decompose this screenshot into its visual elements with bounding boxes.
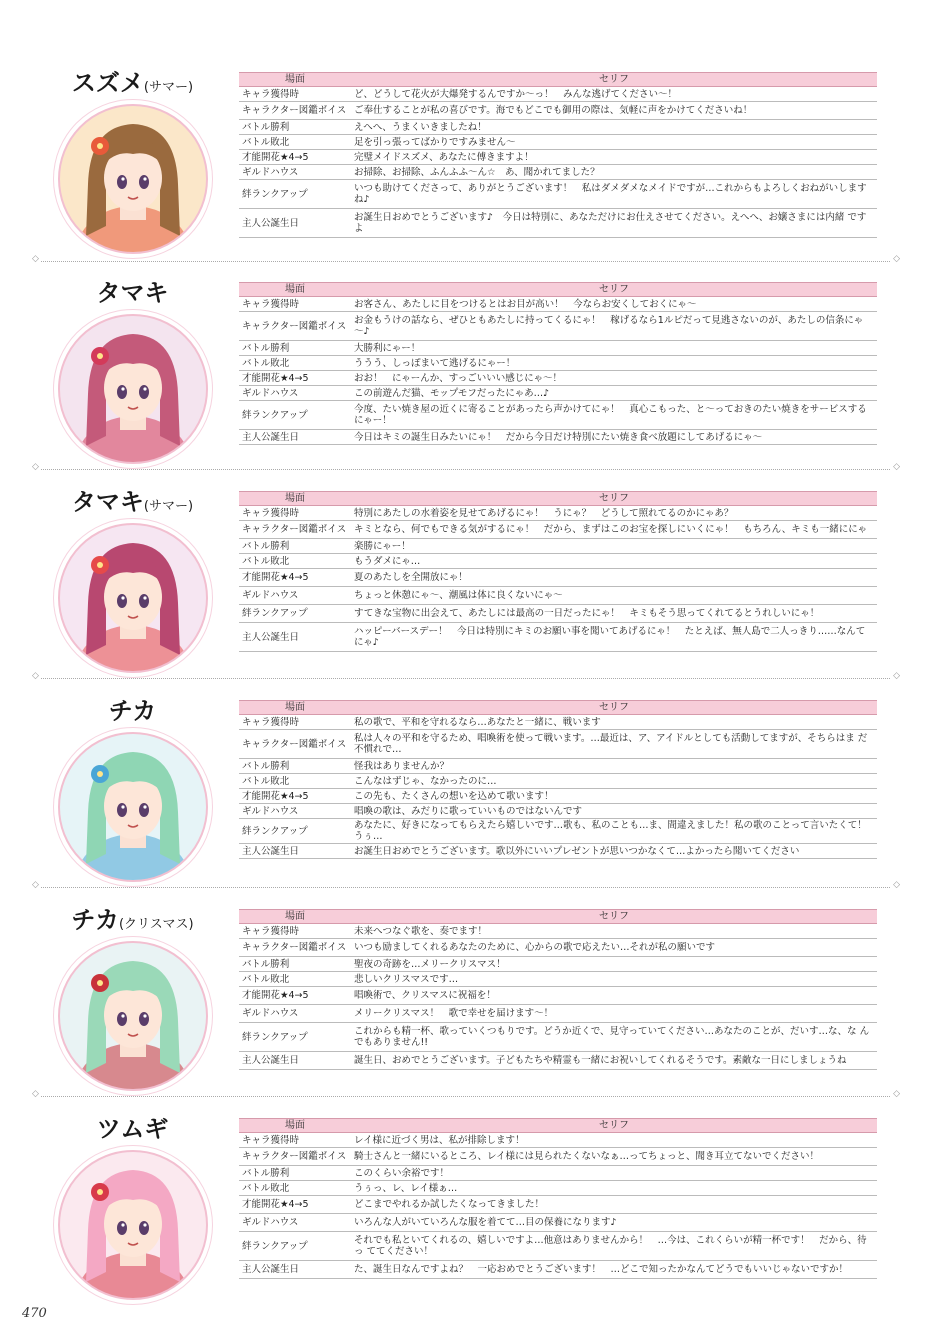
table-row xyxy=(239,312,877,341)
line-cell: 今度、たい焼き屋の近くに寄ることがあったら声かけてにゃ！ 真心こもった、と～っておきのたい焼きをサービスする にゃー！ xyxy=(351,401,877,430)
scene-cell: キャラ獲得時 xyxy=(239,715,351,730)
header-line: セリフ xyxy=(351,910,877,924)
section-divider xyxy=(32,261,900,262)
table-row xyxy=(239,539,877,554)
scene-cell: 主人公誕生日 xyxy=(239,1261,351,1279)
line-cell: 怪我はありませんか？ xyxy=(351,759,877,774)
table-row xyxy=(239,165,877,180)
table-row xyxy=(239,1232,877,1261)
scene-cell: キャラ獲得時 xyxy=(239,506,351,521)
line-cell: 悲しいクリスマスです… xyxy=(351,972,877,987)
scene-cell: キャラクター図鑑ボイス xyxy=(239,939,351,957)
table-row xyxy=(239,150,877,165)
character-section xyxy=(0,68,949,258)
line-cell: あなたに、好きになってもらえたら嬉しいです…歌も、私のことも…ま、間違えました！私の歌のことって言いたくて！うぅ… xyxy=(351,819,877,844)
table-row xyxy=(239,804,877,819)
dialogue-table xyxy=(239,491,877,652)
line-cell: おお！ にゃーんか、すっごいいい感じにゃ～！ xyxy=(351,371,877,386)
line-cell: 足を引っ張ってばかりですみません～ xyxy=(351,135,877,150)
line-cell: 今日はキミの誕生日みたいにゃ！ だから今日だけ特別にたい焼き食べ放題にしてあげるにゃ～ xyxy=(351,430,877,445)
character-section xyxy=(0,696,949,886)
scene-cell: バトル勝利 xyxy=(239,759,351,774)
scene-cell: キャラクター図鑑ボイス xyxy=(239,730,351,759)
dialogue-table xyxy=(239,1118,877,1279)
scene-cell: バトル勝利 xyxy=(239,341,351,356)
table-row xyxy=(239,430,877,445)
line-cell: それでも私といてくれるの、嬉しいですよ…他意はありませんから！ …今は、これくらいが精一杯です！ だから、待っ ててください！ xyxy=(351,1232,877,1261)
section-divider xyxy=(32,678,900,679)
table-row xyxy=(239,844,877,859)
line-cell: 唱喚の歌は、みだりに歌っていいものではないんです xyxy=(351,804,877,819)
scene-cell: バトル勝利 xyxy=(239,957,351,972)
line-cell: この前遊んだ猫、モップモフだったにゃあ…♪ xyxy=(351,386,877,401)
scene-cell: 才能開花★4→5 xyxy=(239,371,351,386)
character-name xyxy=(30,696,235,726)
scene-cell: キャラクター図鑑ボイス xyxy=(239,312,351,341)
character-variant: (サマー) xyxy=(143,80,194,95)
header-line: セリフ xyxy=(351,1119,877,1133)
table-row xyxy=(239,1023,877,1052)
table-row xyxy=(239,972,877,987)
line-cell: ハッピーバースデー！ 今日は特別にキミのお願い事を聞いてあげるにゃ！ たとえば、無人島で二人っきり……なんて にゃ♪ xyxy=(351,623,877,652)
scene-cell: キャラクター図鑑ボイス xyxy=(239,521,351,539)
character-section xyxy=(0,278,949,468)
scene-cell: 才能開花★4→5 xyxy=(239,569,351,587)
table-row xyxy=(239,102,877,120)
line-cell: すてきな宝物に出会えて、あたしには最高の一日だったにゃ！ キミもそう思ってくれてるとうれしいにゃ！ xyxy=(351,605,877,623)
line-cell: お掃除、お掃除、ふんふふ～ん☆ あ、聞かれてました？ xyxy=(351,165,877,180)
table-row xyxy=(239,180,877,209)
scene-cell: キャラ獲得時 xyxy=(239,87,351,102)
scene-cell: ギルドハウス xyxy=(239,165,351,180)
scene-cell: バトル勝利 xyxy=(239,120,351,135)
line-cell: 未来へつなぐ歌を、奏でます！ xyxy=(351,924,877,939)
character-name xyxy=(30,487,235,517)
table-header-row xyxy=(239,73,877,87)
table-row xyxy=(239,774,877,789)
header-line: セリフ xyxy=(351,283,877,297)
line-cell: 私は人々の平和を守るため、唱喚術を使って戦います。…最近は、ア、アイドルとしても活動してますが、そちらはま だ不慣れで… xyxy=(351,730,877,759)
character-variant: (サマー) xyxy=(143,499,194,514)
table-header-row xyxy=(239,910,877,924)
scene-cell: キャラ獲得時 xyxy=(239,924,351,939)
character-portrait xyxy=(58,1150,208,1300)
table-row xyxy=(239,401,877,430)
line-cell: メリークリスマス！ 歌で幸せを届けます～！ xyxy=(351,1005,877,1023)
scene-cell: 主人公誕生日 xyxy=(239,1052,351,1070)
scene-cell: バトル敗北 xyxy=(239,135,351,150)
line-cell: お誕生日おめでとうございます♪ 今日は特別に、あなただけにお仕えさせてください。えへへ、お嬢さまには内緒 ですよ xyxy=(351,209,877,238)
character-name-main: チカ xyxy=(71,906,119,934)
line-cell: 完璧メイドスズメ、あなたに傅きますよ！ xyxy=(351,150,877,165)
scene-cell: バトル敗北 xyxy=(239,774,351,789)
table-header-row xyxy=(239,283,877,297)
table-row xyxy=(239,1133,877,1148)
table-row xyxy=(239,759,877,774)
section-divider xyxy=(32,887,900,888)
section-divider xyxy=(32,469,900,470)
table-row xyxy=(239,1005,877,1023)
scene-cell: 絆ランクアップ xyxy=(239,1232,351,1261)
scene-cell: 才能開花★4→5 xyxy=(239,987,351,1005)
scene-cell: 主人公誕生日 xyxy=(239,844,351,859)
line-cell: お金もうけの話なら、ぜひともあたしに持ってくるにゃ！ 稼げるなら1ルピだって見逃さないのが、あたしの信条にゃ ～♪ xyxy=(351,312,877,341)
line-cell: ちょっと休憩にゃ～、潮風は体に良くないにゃ～ xyxy=(351,587,877,605)
table-row xyxy=(239,521,877,539)
table-header-row xyxy=(239,1119,877,1133)
scene-cell: キャラクター図鑑ボイス xyxy=(239,102,351,120)
table-row xyxy=(239,1052,877,1070)
line-cell: た、誕生日なんですよね？ 一応おめでとうございます！ …どこで知ったかなんてどうでもいいじゃないですか！ xyxy=(351,1261,877,1279)
line-cell: 特別にあたしの水着姿を見せてあげるにゃ！ うにゃ？ どうして照れてるのかにゃあ？ xyxy=(351,506,877,521)
table-row xyxy=(239,569,877,587)
character-name xyxy=(30,278,235,308)
section-divider xyxy=(32,1096,900,1097)
table-row xyxy=(239,1214,877,1232)
header-scene: 場面 xyxy=(239,701,351,715)
scene-cell: ギルドハウス xyxy=(239,386,351,401)
header-line: セリフ xyxy=(351,701,877,715)
character-portrait xyxy=(58,523,208,673)
line-cell: ご奉仕することが私の喜びです。海でもどこでも御用の際は、気軽に声をかけてくださいね！ xyxy=(351,102,877,120)
header-scene: 場面 xyxy=(239,283,351,297)
scene-cell: バトル敗北 xyxy=(239,554,351,569)
line-cell: えへへ、うまくいきましたね！ xyxy=(351,120,877,135)
table-header-row xyxy=(239,701,877,715)
table-row xyxy=(239,1148,877,1166)
scene-cell: 才能開花★4→5 xyxy=(239,150,351,165)
scene-cell: 主人公誕生日 xyxy=(239,623,351,652)
table-row xyxy=(239,506,877,521)
line-cell: 私の歌で、平和を守れるなら…あなたと一緒に、戦います xyxy=(351,715,877,730)
header-line: セリフ xyxy=(351,492,877,506)
line-cell: 楽勝にゃー！ xyxy=(351,539,877,554)
dialogue-table xyxy=(239,700,877,859)
scene-cell: 才能開花★4→5 xyxy=(239,789,351,804)
line-cell: お誕生日おめでとうございます。歌以外にいいプレゼントが思いつかなくて…よかったら聞いてください xyxy=(351,844,877,859)
table-row xyxy=(239,554,877,569)
table-row xyxy=(239,1181,877,1196)
header-scene: 場面 xyxy=(239,910,351,924)
scene-cell: ギルドハウス xyxy=(239,1214,351,1232)
character-portrait xyxy=(58,104,208,254)
table-row xyxy=(239,1261,877,1279)
table-row xyxy=(239,297,877,312)
dialogue-table xyxy=(239,909,877,1070)
line-cell: 騎士さんと一緒にいるところ、レイ様には見られたくないなぁ…ってちょっと、聞き耳立てないでください！ xyxy=(351,1148,877,1166)
table-row xyxy=(239,120,877,135)
dialogue-table xyxy=(239,282,877,445)
line-cell: 夏のあたしを全開放にゃ！ xyxy=(351,569,877,587)
line-cell: いつも助けてくださって、ありがとうございます！ 私はダメダメなメイドですが…これからもよろしくおねがいします ね♪ xyxy=(351,180,877,209)
line-cell: いろんな人がいていろんな服を着てて…目の保養になります♪ xyxy=(351,1214,877,1232)
scene-cell: 絆ランクアップ xyxy=(239,819,351,844)
table-row xyxy=(239,819,877,844)
line-cell: お客さん、あたしに目をつけるとはお目が高い！ 今ならお安くしておくにゃ～ xyxy=(351,297,877,312)
line-cell: ど、どうして花火が大爆発するんですか～っ！ みんな逃げてください～！ xyxy=(351,87,877,102)
character-section xyxy=(0,1114,949,1304)
scene-cell: 絆ランクアップ xyxy=(239,605,351,623)
table-row xyxy=(239,715,877,730)
scene-cell: バトル敗北 xyxy=(239,356,351,371)
page-number: 470 xyxy=(22,1306,47,1321)
table-row xyxy=(239,730,877,759)
character-name-main: ツムギ xyxy=(96,1115,169,1143)
character-portrait xyxy=(58,314,208,464)
table-row xyxy=(239,789,877,804)
line-cell: いつも励ましてくれるあなたのために、心からの歌で応えたい…それが私の願いです xyxy=(351,939,877,957)
scene-cell: ギルドハウス xyxy=(239,804,351,819)
scene-cell: キャラ獲得時 xyxy=(239,1133,351,1148)
table-row xyxy=(239,623,877,652)
line-cell: 唱喚術で、クリスマスに祝福を！ xyxy=(351,987,877,1005)
character-portrait xyxy=(58,941,208,1091)
line-cell: 聖夜の奇跡を…メリークリスマス！ xyxy=(351,957,877,972)
line-cell: うぅっ、レ、レイ様ぁ… xyxy=(351,1181,877,1196)
table-row xyxy=(239,135,877,150)
dialogue-table xyxy=(239,72,877,238)
table-row xyxy=(239,957,877,972)
header-scene: 場面 xyxy=(239,492,351,506)
scene-cell: キャラ獲得時 xyxy=(239,297,351,312)
line-cell: 大勝利にゃー！ xyxy=(351,341,877,356)
table-row xyxy=(239,1196,877,1214)
table-row xyxy=(239,341,877,356)
character-name xyxy=(30,1114,235,1144)
table-row xyxy=(239,371,877,386)
scene-cell: 絆ランクアップ xyxy=(239,180,351,209)
character-name-main: チカ xyxy=(108,697,157,725)
line-cell: キミとなら、何でもできる気がするにゃ！ だから、まずはこのお宝を探しにいくにゃ！ もちろん、キミも一緒ににゃ xyxy=(351,521,877,539)
scene-cell: バトル敗北 xyxy=(239,1181,351,1196)
header-scene: 場面 xyxy=(239,73,351,87)
table-row xyxy=(239,987,877,1005)
character-portrait xyxy=(58,732,208,882)
scene-cell: 主人公誕生日 xyxy=(239,430,351,445)
scene-cell: 絆ランクアップ xyxy=(239,1023,351,1052)
character-variant: (クリスマス) xyxy=(118,917,194,932)
scene-cell: バトル勝利 xyxy=(239,539,351,554)
table-row xyxy=(239,356,877,371)
character-name xyxy=(30,68,235,98)
scene-cell: バトル勝利 xyxy=(239,1166,351,1181)
line-cell: どこまでやれるか試したくなってきました！ xyxy=(351,1196,877,1214)
line-cell: ううう、しっぽまいて逃げるにゃー！ xyxy=(351,356,877,371)
scene-cell: キャラクター図鑑ボイス xyxy=(239,1148,351,1166)
table-row xyxy=(239,924,877,939)
character-name xyxy=(30,905,235,935)
character-name-main: スズメ xyxy=(71,69,144,97)
scene-cell: 主人公誕生日 xyxy=(239,209,351,238)
table-header-row xyxy=(239,492,877,506)
line-cell: もうダメにゃ… xyxy=(351,554,877,569)
scene-cell: 才能開花★4→5 xyxy=(239,1196,351,1214)
scene-cell: ギルドハウス xyxy=(239,1005,351,1023)
line-cell: この先も、たくさんの想いを込めて歌います！ xyxy=(351,789,877,804)
table-row xyxy=(239,87,877,102)
table-row xyxy=(239,1166,877,1181)
line-cell: このくらい余裕です！ xyxy=(351,1166,877,1181)
line-cell: レイ様に近づく男は、私が排除します！ xyxy=(351,1133,877,1148)
table-row xyxy=(239,587,877,605)
table-row xyxy=(239,386,877,401)
scene-cell: ギルドハウス xyxy=(239,587,351,605)
line-cell: 誕生日、おめでとうございます。子どもたちや精霊も一緒にお祝いしてくれるそうです。素敵な一日にしましょうね xyxy=(351,1052,877,1070)
character-section xyxy=(0,487,949,677)
header-scene: 場面 xyxy=(239,1119,351,1133)
table-row xyxy=(239,209,877,238)
scene-cell: バトル敗北 xyxy=(239,972,351,987)
character-name-main: タマキ xyxy=(71,488,144,516)
table-row xyxy=(239,605,877,623)
scene-cell: 絆ランクアップ xyxy=(239,401,351,430)
table-row xyxy=(239,939,877,957)
character-name-main: タマキ xyxy=(96,279,169,307)
character-section xyxy=(0,905,949,1095)
header-line: セリフ xyxy=(351,73,877,87)
line-cell: これからも精一杯、歌っていくつもりです。どうか近くで、見守っていてください…あなたのことが、だいす…な、な んでもありません!! xyxy=(351,1023,877,1052)
line-cell: こんなはずじゃ、なかったのに… xyxy=(351,774,877,789)
